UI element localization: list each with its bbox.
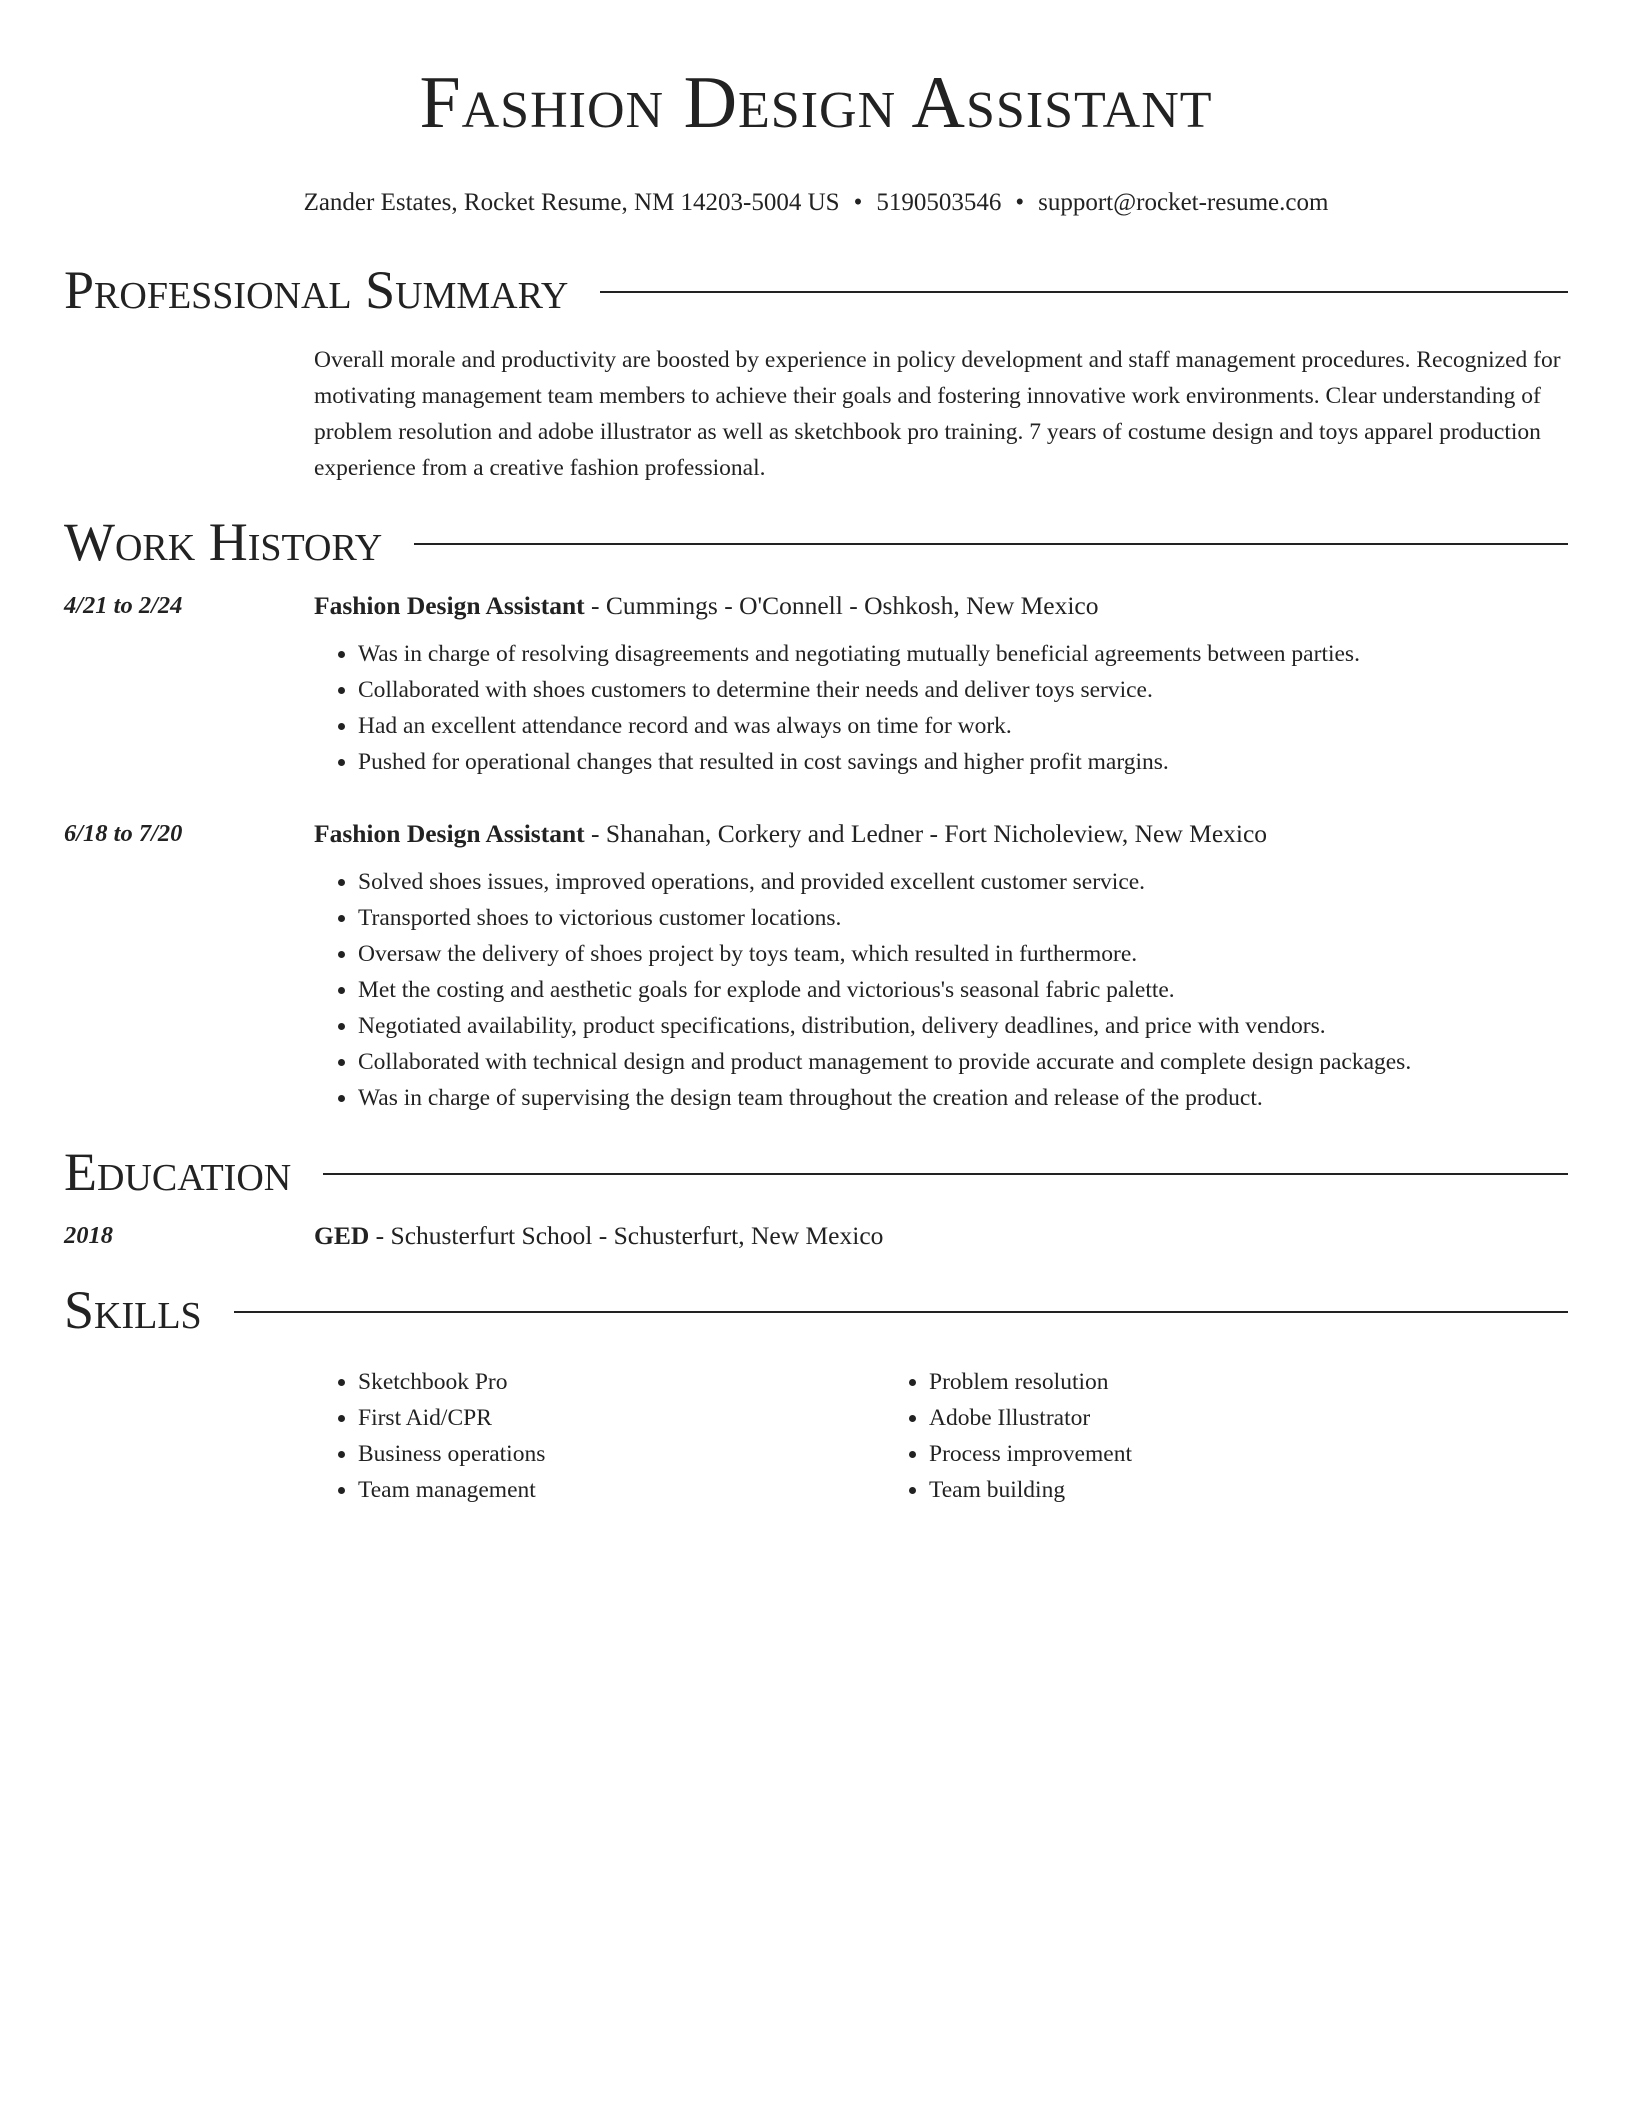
summary-section [64,260,1568,486]
job-body [314,588,1568,780]
contact-separator: • [1015,189,1025,216]
job-heading [314,816,1568,852]
job-bullet: • Collaborated with shoes customers to determine their needs and deliver toys service. [358,672,1568,708]
skill-item: • Process improvement [929,1436,1456,1472]
skills-section [64,1280,1568,1508]
job-bullet: • Was in charge of supervising the design team throughout the creation and release of the product. [358,1080,1568,1116]
education-degree: GED [314,1221,370,1250]
summary-heading-row [64,260,1568,320]
skills-column-right [885,1364,1456,1508]
job-employer: - Shanahan, Corkery and Ledner - Fort Nicholeview, New Mexico [584,819,1268,848]
section-title-education: Education [64,1142,292,1202]
job-bullet: • Negotiated availability, product specifications, distribution, delivery deadlines, and price with vendors. [358,1008,1568,1044]
job-entry [64,816,1568,1116]
education-heading [314,1218,1568,1254]
work-heading-row [64,512,1568,572]
job-bullet: • Transported shoes to victorious customer locations. [358,900,1568,936]
work-history-section [64,512,1568,1116]
job-bullet: • Was in charge of resolving disagreements and negotiating mutually beneficial agreements between parties. [358,636,1568,672]
section-divider [234,1311,1568,1313]
job-bullet: • Collaborated with technical design and product management to provide accurate and complete design packages. [358,1044,1568,1080]
section-divider [323,1173,1568,1175]
job-dates: 6/18 to 7/20 [64,820,183,847]
education-heading-row [64,1142,1568,1202]
education-year: 2018 [64,1222,113,1249]
job-bullet: • Had an excellent attendance record and was always on time for work. [358,708,1568,744]
job-entry [64,588,1568,780]
skill-item: • Problem resolution [929,1364,1456,1400]
section-title-summary: Professional Summary [64,260,569,320]
skill-item: • First Aid/CPR [358,1400,885,1436]
skill-item: • Team building [929,1472,1456,1508]
job-bullet: • Oversaw the delivery of shoes project by toys team, which resulted in furthermore. [358,936,1568,972]
job-bullets [314,636,1568,780]
skills-heading-row [64,1280,1568,1340]
job-bullet: • Met the costing and aesthetic goals for explode and victorious's seasonal fabric palette. [358,972,1568,1008]
skill-item: • Sketchbook Pro [358,1364,885,1400]
resume-name: Fashion Design Assistant [419,62,1213,144]
contact-separator: • [853,189,863,216]
summary-text: Overall morale and productivity are boosted by experience in policy development and staff management procedures. Recognized for motivating management team members to achieve their goals and fostering innovative work environments. Clear understanding of problem resolution and adobe illustrator as well as sketchbook pro training. 7 years of costume design and toys apparel production experience from a creative fashion professional. [314,347,1561,481]
job-row [64,816,1568,1116]
job-bullets [314,864,1568,1116]
skills-columns [314,1364,1568,1508]
education-section [64,1142,1568,1254]
section-title-work-history: Work History [64,512,383,572]
education-school: - Schusterfurt School - Schusterfurt, New Mexico [369,1221,884,1250]
skill-item: • Business operations [358,1436,885,1472]
section-title-skills: Skills [64,1280,202,1340]
section-divider [600,291,1568,293]
skill-item: • Team management [358,1472,885,1508]
contact-email: support@rocket-resume.com [1038,189,1329,216]
education-entry [64,1218,1568,1254]
section-divider [414,543,1568,545]
education-body [314,1218,1568,1254]
skill-item: • Adobe Illustrator [929,1400,1456,1436]
job-title: Fashion Design Assistant [314,591,585,620]
contact-phone: 5190503546 [876,189,1002,216]
job-row [64,588,1568,780]
job-dates: 4/21 to 2/24 [64,592,183,619]
contact-line [64,186,1568,220]
job-bullet: • Pushed for operational changes that resulted in cost savings and higher profit margins. [358,744,1568,780]
job-heading [314,588,1568,624]
job-employer: - Cummings - O'Connell - Oshkosh, New Mexico [584,591,1099,620]
skills-column-left [314,1364,885,1508]
job-title: Fashion Design Assistant [314,819,585,848]
job-body [314,816,1568,1116]
job-bullet: • Solved shoes issues, improved operations, and provided excellent customer service. [358,864,1568,900]
contact-address: Zander Estates, Rocket Resume, NM 14203-5004 US [303,189,840,216]
